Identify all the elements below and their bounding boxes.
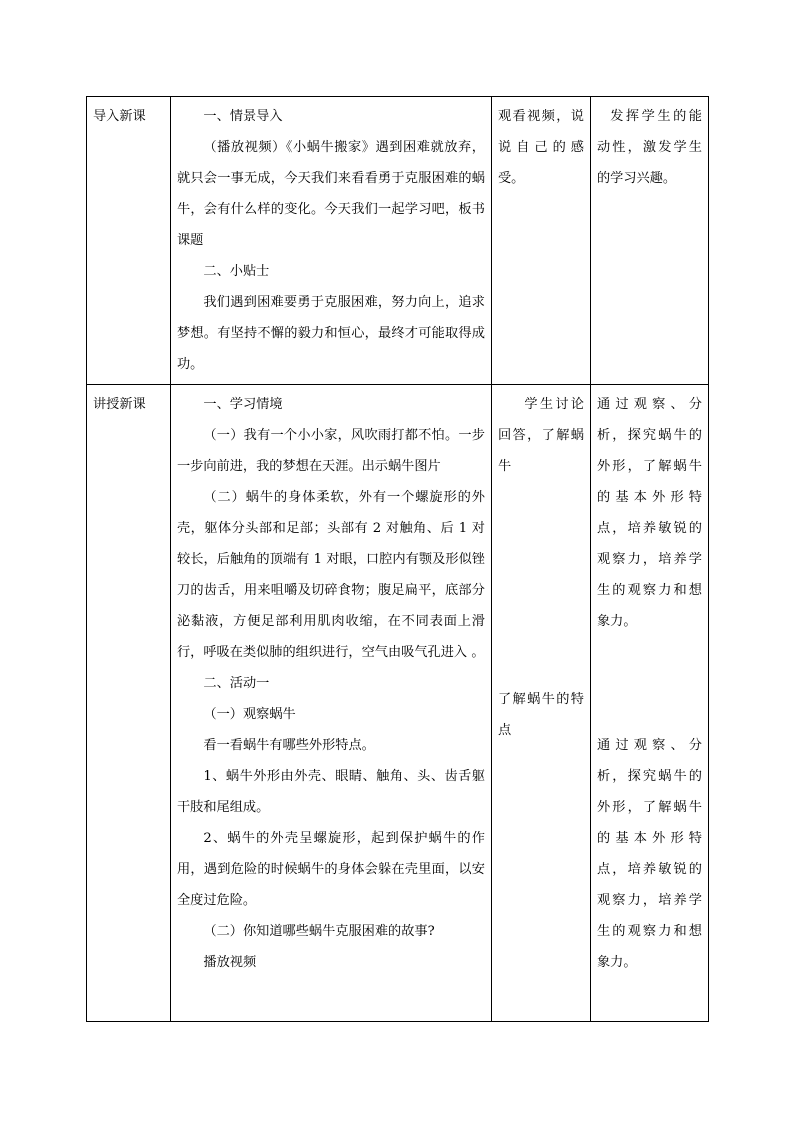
student-activity-cell: [492, 97, 591, 385]
content-cell: [171, 97, 492, 385]
design-intent-cell: [591, 97, 709, 385]
cell-spacer: [597, 637, 702, 730]
stage-cell: [87, 97, 171, 385]
stage-label: 讲授新课: [93, 397, 146, 412]
content-subheading: （一）观察蜗牛: [203, 707, 296, 722]
content-paragraph: （二）蜗牛的身体柔软，外有一个螺旋形的外壳，躯体分头部和足部；头部有 2 对触角、后 1 对较长，后触角的顶端有 1 对眼，口腔内有颚及形似锉刀的齿舌，用来咀嚼及切碎食物；腹足扁平，底部分泌黏液，方便足部利用肌肉收缩，在不同表面上滑行，呼吸在类似肺的组织进行，空气由吸气孔进入 。: [177, 490, 485, 660]
table-row-intro: [87, 97, 709, 385]
cell-spacer: [498, 482, 584, 684]
design-intent-text: 通过观察、分析，探究蜗牛的外形，了解蜗牛的基本外形特点，培养敏锐的观察力，培养学生的观察力和想象力。: [597, 397, 702, 629]
content-paragraph: 看一看蜗牛有哪些外形特点。: [203, 738, 375, 753]
content-paragraph: 我们遇到困难要勇于克服困难，努力向上，追求梦想。有坚持不懈的毅力和恒心，最终才可能取得成功。: [177, 295, 485, 372]
student-activity-text: 学生讨论回答，了解蜗牛: [498, 397, 584, 474]
design-intent-text: 发挥学生的能动性，激发学生的学习兴趣。: [597, 109, 702, 186]
content-heading: 二、活动一: [203, 676, 270, 691]
content-cell: [171, 385, 492, 1022]
content-heading: 一、学习情境: [203, 397, 283, 412]
content-paragraph: （播放视频）《小蜗牛搬家》遇到困难就放弃，就只会一事无成，今天我们来看看勇于克服困难的蜗牛，会有什么样的变化。今天我们一起学习吧，板书课题: [177, 140, 485, 248]
content-heading: 一、情景导入: [203, 109, 283, 124]
content-paragraph: 2、蜗牛的外壳呈螺旋形，起到保护蜗牛的作用，遇到危险的时候蜗牛的身体会躲在壳里面，以安全度过危险。: [177, 831, 485, 908]
student-activity-text: 了解蜗牛的特点: [498, 692, 584, 738]
content-heading: 二、小贴士: [203, 264, 270, 279]
lesson-plan-table: [86, 96, 709, 1022]
stage-label: 导入新课: [93, 109, 146, 124]
student-activity-cell: [492, 385, 591, 1022]
design-intent-text: 通过观察、分析，探究蜗牛的外形，了解蜗牛的基本外形特点，培养敏锐的观察力，培养学生的观察力和想象力。: [597, 738, 702, 970]
content-subheading: （二）你知道哪些蜗牛克服困难的故事?: [203, 924, 435, 939]
stage-cell: [87, 385, 171, 1022]
student-activity-text: 观看视频，说说自己的感受。: [498, 109, 584, 186]
content-paragraph: 播放视频: [203, 955, 257, 970]
table-row-new-lesson: [87, 385, 709, 1022]
content-paragraph: （一）我有一个小小家，风吹雨打都不怕。一步一步向前进，我的梦想在天涯。出示蜗牛图片: [177, 428, 485, 474]
content-paragraph: 1、蜗牛外形由外壳、眼睛、触角、头、齿舌躯干肢和尾组成。: [177, 769, 485, 815]
design-intent-cell: [591, 385, 709, 1022]
